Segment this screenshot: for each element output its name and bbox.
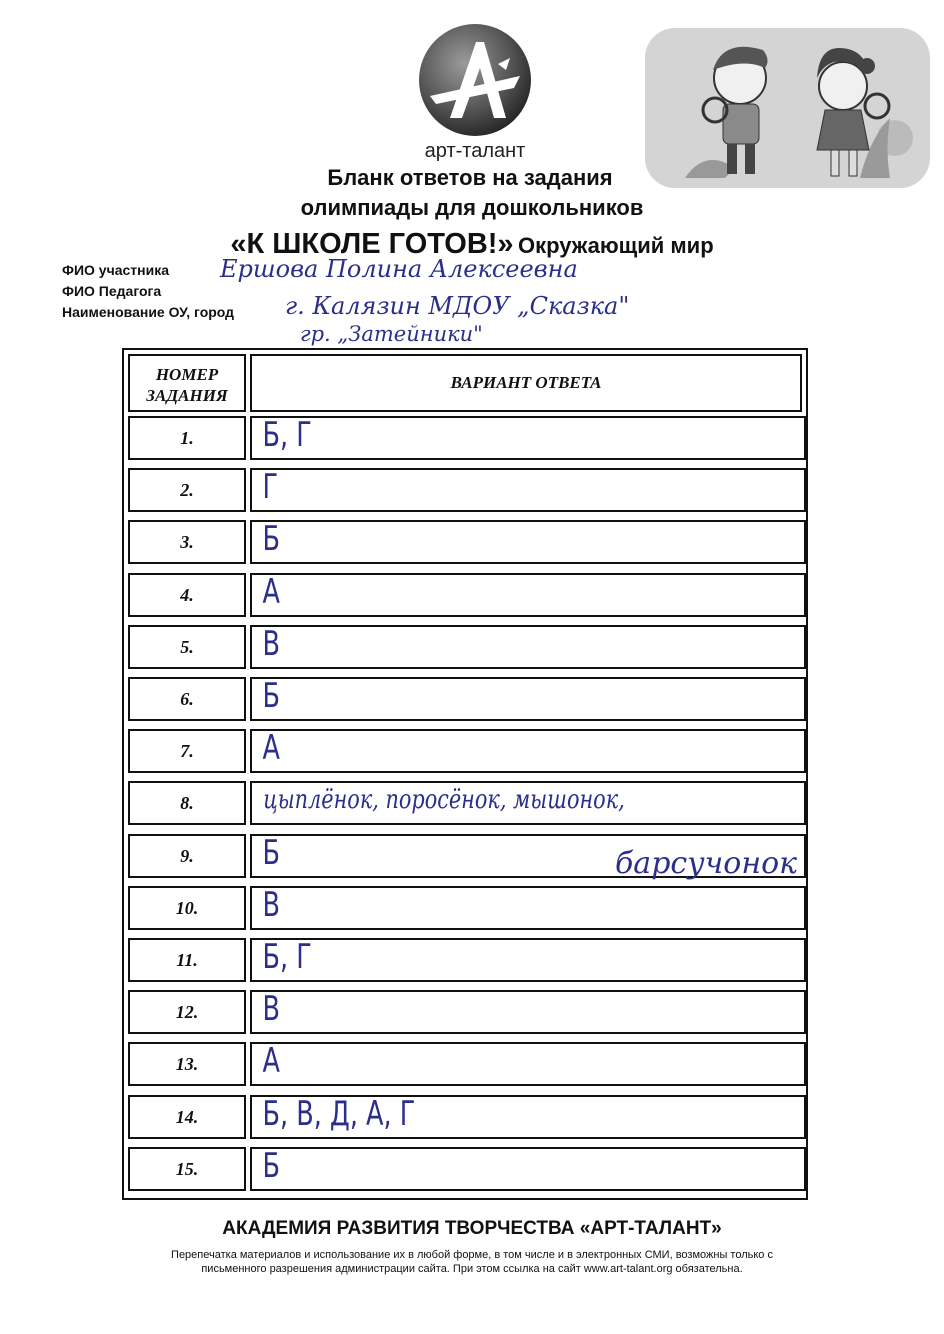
footer-academy: АКАДЕМИЯ РАЗВИТИЯ ТВОРЧЕСТВА «АРТ-ТАЛАНТ» [222,1218,722,1239]
answer-value: Б, Г [262,937,312,977]
footer-notice-line1: Перепечатка материалов и использование их в любой форме, в том числе и в электронных СМИ, возможны только с [171,1249,773,1261]
task-number: 5. [180,636,194,657]
answer-value: А [262,728,280,769]
task-number: 2. [180,480,194,501]
participant-label: ФИО участника [62,262,169,278]
task-number: 6. [180,689,194,709]
kids-with-magnifiers-icon [645,28,930,188]
table-row [128,416,806,460]
table-row [128,729,806,773]
task-number-cell [128,416,246,460]
answer-value: В [262,884,280,925]
task-number-cell [128,1095,246,1139]
task-number: 14. [175,1106,199,1127]
task-number: 9. [180,845,194,866]
answer-value: А [262,571,280,612]
task-number-cell [128,886,246,930]
task-number-cell [128,781,246,825]
answer-value: Б [262,832,280,873]
task-number-cell [128,468,246,512]
institution-value-line2: гр. „Затейники" [300,322,483,346]
task-number-cell [128,990,246,1034]
answer-cell [250,1042,806,1086]
header-task-number-line2: ЗАДАНИЯ [146,386,228,405]
title-subject: Окружающий мир [518,233,714,258]
answer-table [122,348,808,1200]
task-number: 1. [180,428,194,448]
answer-value: Г [262,467,279,508]
table-row [128,1147,806,1191]
table-row [128,990,806,1034]
task-number-cell [128,729,246,773]
participant-value: Ершова Полина Алексеевна [220,255,578,283]
answer-cell [250,729,806,773]
table-row [128,1042,806,1086]
answer-cell [250,677,806,721]
teacher-label: ФИО Педагога [62,283,162,299]
answer-cell [250,1147,806,1191]
answer-value: Б [262,519,280,560]
answer-cell [250,573,806,617]
answer-cell [250,520,806,564]
answer-cell [250,938,806,982]
header-answer-variant [250,354,802,412]
table-row [128,781,806,825]
answer-value: Б, Г [262,415,312,455]
table-row [128,677,806,721]
task-number: 13. [175,1054,199,1075]
answer-cell [250,625,806,669]
table-row [128,938,806,982]
answer-value: Б, В, Д, А, Г [262,1093,416,1134]
task-number: 10. [175,897,199,918]
header-task-number [128,354,246,412]
task-number-cell [128,520,246,564]
answer-value: Б [262,676,280,716]
task-number: 7. [180,741,194,762]
answer-cell [250,990,806,1034]
answer-cell [250,886,806,930]
task-number: 8. [180,793,194,814]
task-number-cell [128,573,246,617]
header-answer-variant-label: ВАРИАНТ ОТВЕТА [450,373,602,392]
answer-value: Б [262,1145,280,1186]
table-row [128,1095,806,1139]
task-number-cell [128,1042,246,1086]
row8-answer-continuation: барсучонок [615,846,798,881]
task-number-cell [128,834,246,878]
task-number: 11. [176,950,198,970]
title-line2: олимпиады для дошкольников [300,195,644,220]
answer-cell [250,416,806,460]
answer-cell [250,781,806,825]
task-number-cell [128,938,246,982]
title-line1: Бланк ответов на задания [327,165,613,190]
institution-label: Наименование ОУ, город [62,304,235,320]
table-row [128,886,806,930]
answer-value: В [262,989,280,1030]
header-task-number-line1: НОМЕР [155,365,219,384]
title-olympiad-name: «К ШКОЛЕ ГОТОВ!» [230,228,514,260]
footer-notice-line2: письменного разрешения администрации сайта. При этом ссылка на сайт www.art-talant.org обязательна. [201,1263,743,1275]
table-row [128,573,806,617]
institution-value-line1: г. Калязин МДОУ „Сказка" [285,292,630,320]
art-talant-logo-icon [410,18,540,148]
answer-cell [250,468,806,512]
answer-value: цыплёнок, поросёнок, мышонок, [263,785,625,816]
footer-notice [80,1248,864,1276]
task-number: 15. [175,1158,199,1179]
answer-value: А [262,1041,280,1082]
table-row [128,520,806,564]
task-number: 4. [180,584,194,605]
task-number-cell [128,1147,246,1191]
answer-cell [250,1095,806,1139]
task-number: 3. [180,532,194,553]
table-row [128,468,806,512]
table-row [128,625,806,669]
task-number-cell [128,677,246,721]
task-number: 12. [175,1002,199,1023]
answer-value: В [262,623,280,664]
brand-name: арт-талант [424,140,526,162]
task-number-cell [128,625,246,669]
